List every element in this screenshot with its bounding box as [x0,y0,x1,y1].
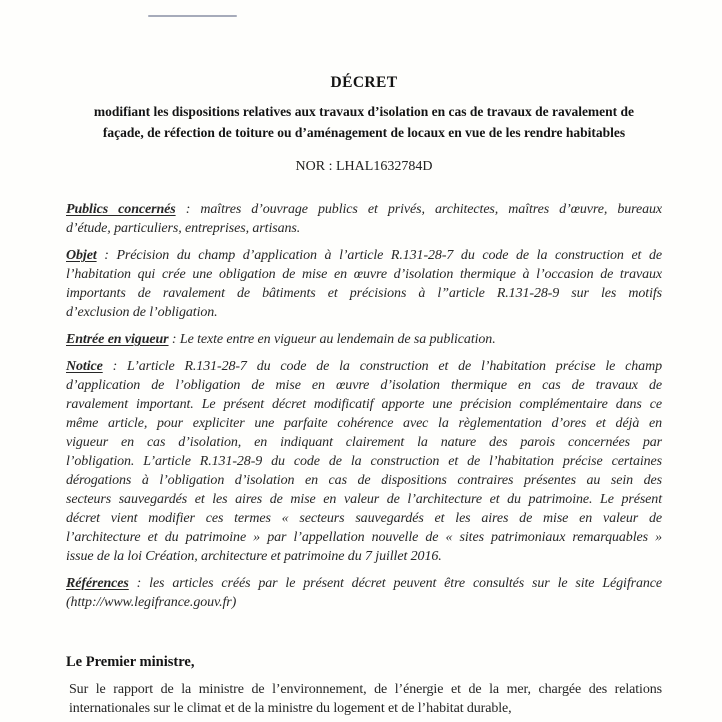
paragraph-line: l’obligation. L’article R.131-28-9 du code de la construction et de l’habitation précise certaines [66,454,662,469]
paragraph-label: Publics concernés [66,202,176,217]
subtitle-line: modifiant les dispositions relatives aux travaux d’isolation en cas de travaux de ravalement de [93,104,635,119]
paragraph-text: : L’article R.131-28-7 du code de la construction et de l’habitation précise le champ [102,359,662,374]
paragraph-line: l’habitation qui crée une obligation de mise en œuvre d’isolation thermique à l’occasion de travaux [66,267,662,282]
header-rule-divider [148,15,237,17]
paragraph-line: issue de la loi Création, architecture et patrimoine du 7 juillet 2016. [66,549,442,564]
paragraph-line: même article, pour expliciter une parfaite cohérence avec la règlementation d’ores et déjà en [66,416,662,431]
paragraph-line: d’étude, particuliers, entreprises, artisans. [66,221,301,236]
paragraph-text: : maîtres d’ouvrage publics et privés, architectes, maîtres d’œuvre, bureaux [175,202,662,217]
paragraph-line: l’architecture et du patrimoine » par l’appellation nouvelle de « sites patrimoniaux remarquables » [66,530,662,545]
closing-section [66,653,662,718]
paragraph-text: : les articles créés par le présent décret peuvent être consultés sur le site Légifrance [128,576,662,591]
paragraph-label: Références [66,576,129,591]
paragraph-line: ravalement important. Le présent décret modificatif apporte une précision complémentaire dans ce [66,397,662,412]
paragraph-first-line [66,330,662,349]
paragraph-line: secteurs sauvegardés et les aires de mise en valeur de l’architecture et du patrimoine. Le présent [66,492,662,507]
paragraph-line: d’exclusion de l’obligation. [66,305,218,320]
paragraph-label: Entrée en vigueur [66,332,169,347]
subtitle-line: façade, de réfection de toiture ou d’aménagement de locaux en vue de les rendre habitables [102,125,626,140]
paragraph-line: vigueur en cas d’isolation, en indiquant clairement la nature des parois concernées par [66,435,662,450]
paragraph-objet [66,246,662,322]
paragraph-notice [66,357,662,566]
rapport-paragraph [66,680,662,718]
rapport-line: Sur le rapport de la ministre de l’environnement, de l’énergie et de la mer, chargée des relations [69,682,662,697]
paragraph-label: Notice [66,359,103,374]
premier-ministre-heading: Le Premier ministre, [66,654,195,670]
paragraph-references [66,574,662,612]
paragraph-publics-concernes [66,200,662,238]
nor-number: NOR : LHAL1632784D [295,159,433,174]
document-title: DÉCRET [330,74,398,91]
paragraph-text: : Précision du champ d’application à l’article R.131-28-7 du code de la construction et de [96,248,662,263]
paragraph-first-line [66,357,662,376]
document-subtitle [66,101,662,143]
paragraph-line: décret vient modifier ces termes « secteurs sauvegardés et les aires de mise en valeur de [66,511,662,526]
rapport-line: internationales sur le climat et de la ministre du logement et de l’habitat durable, [69,701,512,716]
paragraph-label: Objet [66,248,97,263]
paragraph-first-line [66,246,662,265]
paragraph-entree-en-vigueur [66,330,662,349]
paragraph-line: importants de ravalement de bâtiments et précisions à l”article R.131-28-9 sur les motifs [66,286,662,301]
summary-section [66,200,662,612]
paragraph-first-line [66,574,662,593]
paragraph-first-line [66,200,662,219]
paragraph-text: : Le texte entre en vigueur au lendemain de sa publication. [168,332,496,347]
paragraph-line: d’application de l’obligation de mise en œuvre d’isolation thermique en cas de travaux de [66,378,662,393]
paragraph-line: dérogations à l’obligation d’isolation en cas de dispositions contraires présentes au sein des [66,473,662,488]
legifrance-url: (http://www.legifrance.gouv.fr) [66,595,237,610]
